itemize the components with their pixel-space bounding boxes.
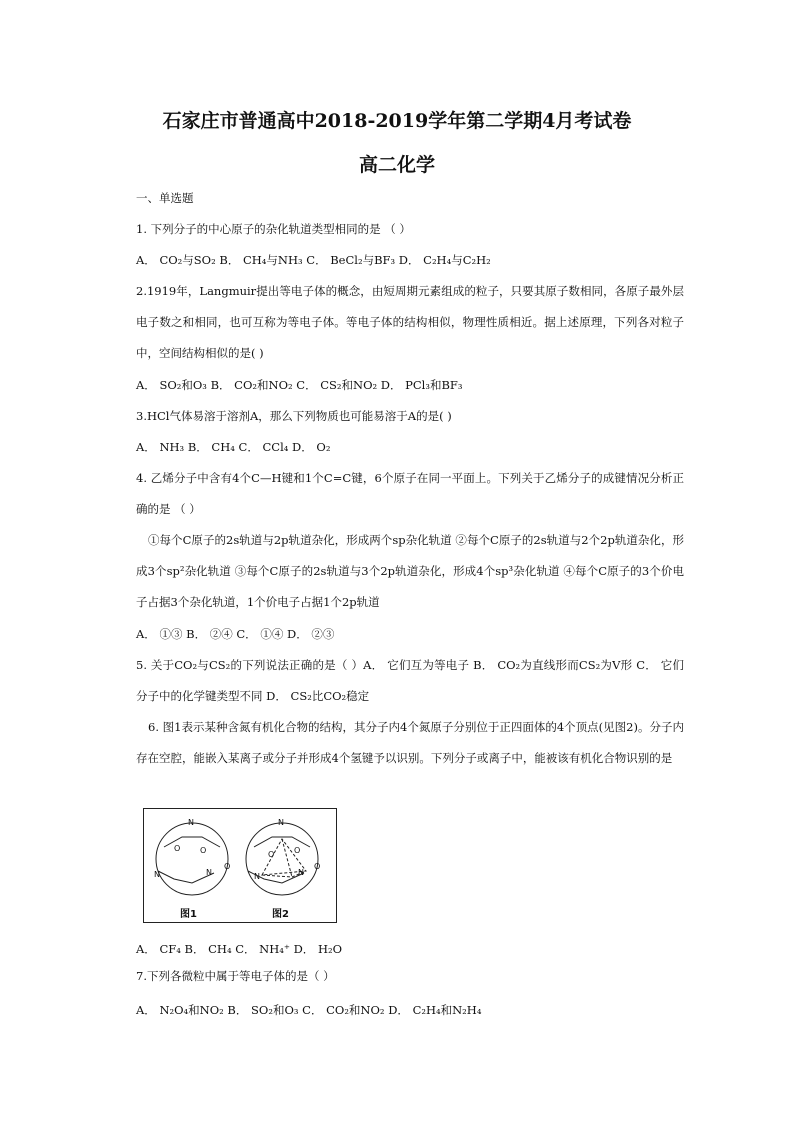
question-6-stem: 6. 图1表示某种含氮有机化合物的结构，其分子内4个氮原子分别位于正四面体的4个顶点(见图2)。分子内存在空腔，能嵌入某离子或分子并形成4个氢键予以识别。下列分子或离子中，能被该有机化合物识别的是 [136, 720, 684, 765]
exam-title: 石家庄市普通高中2018-2019学年第二学期4月考试卷 [162, 110, 632, 132]
question-4-options: A． ①③ B． ②④ C． ①④ D． ②③ [136, 627, 335, 641]
question-3-stem: 3.HCl气体易溶于溶剂A，那么下列物质也可能易溶于A的是( ) [136, 409, 452, 423]
atom-label: N [278, 818, 284, 827]
question-6-options: A． CF₄ B． CH₄ C． NH₄⁺ D． H₂O [136, 942, 343, 956]
cryptand-diagram [144, 809, 336, 922]
exam-subtitle: 高二化学 [358, 154, 435, 176]
figure-2-caption: 图2 [272, 909, 289, 920]
atom-label: N [254, 872, 260, 881]
question-3-options: A． NH₃ B． CH₄ C． CCl₄ D． O₂ [136, 440, 331, 454]
atom-label: O [200, 846, 207, 855]
atom-label: O [314, 862, 321, 871]
question-2-options: A． SO₂和O₃ B． CO₂和NO₂ C． CS₂和NO₂ D． PCl₃和BF₃ [136, 378, 463, 392]
figure-1-caption: 图1 [180, 909, 197, 920]
question-5-stem: 5. 关于CO₂与CS₂的下列说法正确的是（ ）A． 它们互为等电子 B． CO₂为直线形而CS₂为V形 C． 它们分子中的化学键类型不同 D． CS₂比CO₂稳定 [136, 658, 684, 703]
atom-label: O [224, 862, 231, 871]
question-2-stem: 2.1919年，Langmuir提出等电子体的概念，由短周期元素组成的粒子，只要其原子数相同，各原子最外层电子数之和相同，也可互称为等电子体。等电子体的结构相似，物理性质相近。据上述原理，下列各对粒子中，空间结构相似的是( ) [136, 284, 684, 360]
atom-label: O [174, 844, 181, 853]
question-4-stem: 4. 乙烯分子中含有4个C—H键和1个C=C键，6个原子在同一平面上。下列关于乙烯分子的成键情况分析正确的是 （ ） [136, 471, 684, 516]
atom-label: N [298, 868, 304, 877]
question-4-detail: ①每个C原子的2s轨道与2p轨道杂化，形成两个sp杂化轨道 ②每个C原子的2s轨道与2个2p轨道杂化，形成3个sp²杂化轨道 ③每个C原子的2s轨道与3个2p轨道杂化，形成4个sp³杂化轨道 ④每个C原子的3个价电子占据3个杂化轨道，1个价电子占据1个2p轨道 [136, 533, 684, 609]
atom-label: O [294, 846, 301, 855]
atom-label: N [206, 868, 212, 877]
atom-label: N [154, 870, 160, 879]
structure-figure [143, 808, 337, 923]
question-7-stem: 7.下列各微粒中属于等电子体的是（ ） [136, 969, 335, 983]
section-label: 一、单选题 [136, 191, 194, 205]
question-1-stem: 1. 下列分子的中心原子的杂化轨道类型相同的是 （ ） [136, 222, 411, 236]
atom-label: O [268, 850, 275, 859]
atom-label: N [188, 818, 194, 827]
question-7-options: A． N₂O₄和NO₂ B． SO₂和O₃ C． CO₂和NO₂ D． C₂H₄和N₂H₄ [136, 1003, 482, 1017]
question-1-options: A． CO₂与SO₂ B． CH₄与NH₃ C． BeCl₂与BF₃ D． C₂H₄与C₂H₂ [136, 253, 491, 267]
